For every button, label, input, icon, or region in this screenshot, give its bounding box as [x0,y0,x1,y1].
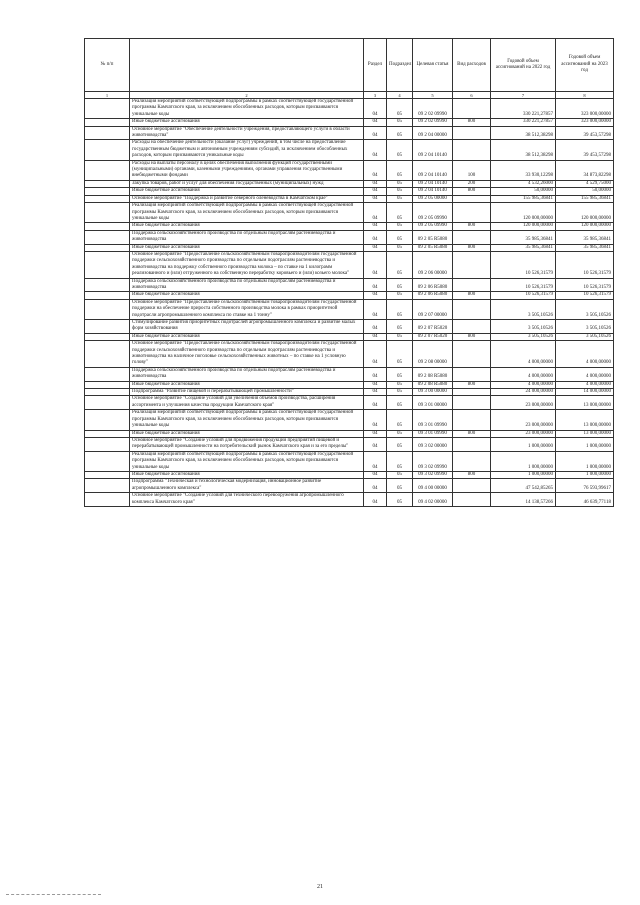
row-tselevaya-statya: 09 2 05 R5080 [413,244,453,251]
row-podrazdel: 05 [387,278,413,292]
table-row [85,126,614,140]
row-podrazdel: 05 [387,195,413,202]
row-amount-2022: 4 000,00000 [491,341,556,368]
row-name: Основное мероприятие "Создание условий для увеличения объемов производства, расширения ассортимента и улучшения качества продукции Камчатского края" [130,396,364,410]
header-2023: Годовой объем ассигнований на 2023 год [556,39,614,92]
row-podrazdel: 05 [387,119,413,126]
table-row [85,389,614,396]
col-number: 5 [413,92,453,99]
row-name: Основное мероприятие "Создание условий для технического перевооружения агропромышленного комплекса Камчатского края" [130,493,364,507]
row-podrazdel: 05 [387,160,413,180]
row-podrazdel: 05 [387,381,413,388]
row-podrazdel: 05 [387,99,413,119]
table-row [85,160,614,180]
header-num: № п/п [85,39,130,92]
row-num [85,126,130,140]
row-amount-2022: 330 221,27857 [491,99,556,119]
row-razdel: 04 [364,493,387,507]
row-podrazdel: 05 [387,389,413,396]
row-podrazdel: 05 [387,251,413,278]
row-name: Иные бюджетные ассигнования [130,471,364,478]
row-tselevaya-statya: 09 2 05 R5080 [413,230,453,244]
row-num [85,160,130,180]
row-razdel: 04 [364,230,387,244]
row-podrazdel: 05 [387,430,413,437]
row-amount-2022: 3 505,10526 [491,299,556,319]
table-row [85,188,614,195]
row-num [85,180,130,187]
row-amount-2023: 4 529,75000 [556,180,614,187]
row-vid-raskhodov [453,99,491,119]
row-name: Реализация мероприятий соответствующей подпрограммы в рамках соответствующей государственной программы Камчатского края, за исключением обособленных расходов, которым присваиваются уникальные коды [130,203,364,223]
table-row [85,320,614,334]
row-amount-2023: 13 000,00000 [556,396,614,410]
row-razdel: 04 [364,451,387,471]
row-amount-2022: 35 985,36841 [491,230,556,244]
row-amount-2023: 4 000,00000 [556,381,614,388]
row-razdel: 04 [364,203,387,223]
row-amount-2022: 3 505,10526 [491,333,556,340]
row-num [85,292,130,299]
row-razdel: 04 [364,119,387,126]
row-podrazdel: 05 [387,333,413,340]
row-name: Подпрограмма "Развитие пищевой и перерабатывающей промышленности" [130,389,364,396]
table-row [85,367,614,381]
row-razdel: 04 [364,341,387,368]
row-podrazdel: 05 [387,451,413,471]
row-razdel: 04 [364,195,387,202]
row-tselevaya-statya: 09 3 01 09990 [413,410,453,430]
row-amount-2022: 23 000,00000 [491,410,556,430]
row-razdel: 04 [364,299,387,319]
row-amount-2022: 14 138,57266 [491,493,556,507]
row-num [85,251,130,278]
col-number: 7 [491,92,556,99]
row-tselevaya-statya: 09 3 02 09990 [413,451,453,471]
row-amount-2023: 35 985,36841 [556,230,614,244]
row-num [85,410,130,430]
row-name: Расходы на обеспечение деятельности (оказание услуг) учреждений, в том числе на предоставление государственным бюджетным и автономным учреждениям субсидий, за исключением обособленных расходов, которым присваиваются уникальные коды [130,140,364,160]
row-tselevaya-statya: 09 3 02 00000 [413,437,453,451]
row-podrazdel: 05 [387,299,413,319]
row-num [85,437,130,451]
row-amount-2023: 155 985,36841 [556,195,614,202]
row-name: Иные бюджетные ассигнования [130,381,364,388]
row-name: Иные бюджетные ассигнования [130,188,364,195]
row-name: Подпрограмма "Техническая и технологическая модернизация, инновационное развитие агропромышленного комплекса" [130,479,364,493]
row-podrazdel: 05 [387,437,413,451]
row-vid-raskhodov: 800 [453,244,491,251]
row-tselevaya-statya: 09 2 05 09990 [413,223,453,230]
table-row [85,479,614,493]
col-number: 4 [387,92,413,99]
row-num [85,471,130,478]
row-podrazdel: 05 [387,396,413,410]
row-razdel: 04 [364,367,387,381]
row-name: Реализация мероприятий соответствующей подпрограммы в рамках соответствующей государственной программы Камчатского края, за исключением обособленных расходов, которым присваиваются уникальные коды [130,451,364,471]
row-num [85,341,130,368]
row-vid-raskhodov [453,320,491,334]
header-podrazdel: Подраздел [387,39,413,92]
header-razdel: Раздел [364,39,387,92]
row-name: Основное мероприятие "Предоставление сельскохозяйственным товаропроизводителям государственной поддержки сельскохозяйственного производства по отдельным подотраслям растениеводства и животноводства на поддержку собственного производства молока – по ставке на 1 килограмм реализованного и (или) отгруженного на собственную переработку коровьего и (или) козьего молока" [130,251,364,278]
col-number: 2 [130,92,364,99]
table-row [85,180,614,187]
row-amount-2023: 35 985,36841 [556,244,614,251]
row-amount-2022: 23 000,00000 [491,430,556,437]
row-name: Иные бюджетные ассигнования [130,333,364,340]
row-num [85,119,130,126]
row-razdel: 04 [364,244,387,251]
table-row [85,223,614,230]
row-podrazdel: 05 [387,230,413,244]
row-name: Стимулирование развития приоритетных подотраслей агропромышленного комплекса и развитие малых форм хозяйствования [130,320,364,334]
row-podrazdel: 05 [387,479,413,493]
row-podrazdel: 05 [387,493,413,507]
budget-table-container [84,38,613,507]
table-row [85,493,614,507]
row-name: Иные бюджетные ассигнования [130,223,364,230]
row-tselevaya-statya: 09 2 08 R5080 [413,381,453,388]
row-vid-raskhodov: 800 [453,119,491,126]
row-razdel: 04 [364,160,387,180]
row-vid-raskhodov [453,396,491,410]
row-num [85,333,130,340]
row-tselevaya-statya: 09 2 04 10140 [413,180,453,187]
table-row [85,471,614,478]
row-razdel: 04 [364,99,387,119]
row-tselevaya-statya: 09 2 05 09990 [413,203,453,223]
row-amount-2023: 10 526,31579 [556,278,614,292]
row-vid-raskhodov [453,251,491,278]
row-amount-2023: 120 000,00000 [556,223,614,230]
table-row [85,119,614,126]
table-row [85,278,614,292]
row-podrazdel: 05 [387,292,413,299]
table-row [85,299,614,319]
row-amount-2022: 3 505,10526 [491,320,556,334]
row-tselevaya-statya: 09 2 02 09990 [413,119,453,126]
row-razdel: 04 [364,126,387,140]
row-razdel: 04 [364,381,387,388]
row-tselevaya-statya: 09 2 04 10140 [413,160,453,180]
row-tselevaya-statya: 09 2 04 10140 [413,140,453,160]
row-amount-2023: 3 505,10526 [556,333,614,340]
row-tselevaya-statya: 09 2 06 R5080 [413,292,453,299]
row-tselevaya-statya: 09 2 02 09990 [413,99,453,119]
row-vid-raskhodov [453,367,491,381]
row-tselevaya-statya: 09 2 07 R5020 [413,333,453,340]
row-name: Поддержка сельскохозяйственного производства по отдельным подотраслям растениеводства и животноводства [130,367,364,381]
row-podrazdel: 05 [387,140,413,160]
column-number-row [85,92,614,99]
row-razdel: 04 [364,188,387,195]
row-razdel: 04 [364,278,387,292]
row-amount-2022: 33 930,12298 [491,160,556,180]
row-vid-raskhodov: 200 [453,180,491,187]
row-podrazdel: 05 [387,203,413,223]
row-podrazdel: 05 [387,244,413,251]
row-name: Иные бюджетные ассигнования [130,244,364,251]
row-vid-raskhodov [453,410,491,430]
row-amount-2022: 330 221,27857 [491,119,556,126]
row-amount-2023: 39 453,57298 [556,126,614,140]
row-num [85,299,130,319]
row-razdel: 04 [364,140,387,160]
row-num [85,278,130,292]
row-razdel: 04 [364,430,387,437]
row-amount-2023: 120 000,00000 [556,203,614,223]
row-vid-raskhodov: 800 [453,188,491,195]
row-vid-raskhodov: 800 [453,381,491,388]
row-vid-raskhodov [453,278,491,292]
row-podrazdel: 05 [387,341,413,368]
row-num [85,230,130,244]
row-amount-2022: 10 526,31579 [491,292,556,299]
row-num [85,195,130,202]
row-razdel: 04 [364,410,387,430]
budget-table [84,38,614,507]
row-podrazdel: 05 [387,320,413,334]
table-row [85,195,614,202]
row-amount-2022: 1 000,00000 [491,471,556,478]
row-amount-2023: 1 000,00000 [556,471,614,478]
row-name: Иные бюджетные ассигнования [130,119,364,126]
row-amount-2023: 10 526,31579 [556,292,614,299]
row-podrazdel: 05 [387,126,413,140]
row-tselevaya-statya: 09 2 08 00000 [413,341,453,368]
row-amount-2023: 323 000,00000 [556,119,614,126]
row-razdel: 04 [364,251,387,278]
col-number: 6 [453,92,491,99]
row-tselevaya-statya: 09 3 01 09990 [413,430,453,437]
row-vid-raskhodov [453,299,491,319]
row-amount-2022: 4 000,00000 [491,367,556,381]
row-name: Основное мероприятие "Поддержка и развитие северного оленеводства в Камчатском крае" [130,195,364,202]
header-vid: Вид расходов [453,39,491,92]
row-name: Иные бюджетные ассигнования [130,430,364,437]
row-amount-2022: 23 000,00000 [491,396,556,410]
table-row [85,292,614,299]
row-amount-2023: 34 873,82298 [556,160,614,180]
row-amount-2023: 13 000,00000 [556,430,614,437]
row-razdel: 04 [364,479,387,493]
row-name: Реализация мероприятий соответствующей подпрограммы в рамках соответствующей государственной программы Камчатского края, за исключением обособленных расходов, которым присваиваются уникальные коды [130,99,364,119]
row-amount-2023: 76 593,99617 [556,479,614,493]
row-amount-2023: 3 505,10526 [556,320,614,334]
row-num [85,223,130,230]
row-vid-raskhodov [453,437,491,451]
row-amount-2023: 1 000,00000 [556,437,614,451]
row-vid-raskhodov: 800 [453,223,491,230]
row-tselevaya-statya: 09 3 00 00000 [413,389,453,396]
row-tselevaya-statya: 09 4 02 00000 [413,493,453,507]
row-podrazdel: 05 [387,367,413,381]
row-podrazdel: 05 [387,471,413,478]
row-amount-2022: 155 985,36841 [491,195,556,202]
row-razdel: 04 [364,471,387,478]
table-row [85,396,614,410]
row-amount-2023: 323 000,00000 [556,99,614,119]
row-tselevaya-statya: 09 2 05 00000 [413,195,453,202]
row-num [85,140,130,160]
row-amount-2022: 35 985,36841 [491,244,556,251]
col-number: 1 [85,92,130,99]
row-razdel: 04 [364,292,387,299]
row-vid-raskhodov [453,230,491,244]
row-tselevaya-statya: 09 4 00 00000 [413,479,453,493]
row-vid-raskhodov [453,195,491,202]
row-podrazdel: 05 [387,410,413,430]
row-num [85,244,130,251]
row-tselevaya-statya: 09 2 04 10140 [413,188,453,195]
row-podrazdel: 05 [387,180,413,187]
row-vid-raskhodov [453,341,491,368]
col-number: 8 [556,92,614,99]
row-name: Расходы на выплаты персоналу в целях обеспечения выполнения функций государственными (муниципальными) органами, казенными учреждениями, органами управления государственными внебюджетными фондами [130,160,364,180]
row-tselevaya-statya: 09 2 06 00000 [413,251,453,278]
row-num [85,367,130,381]
row-vid-raskhodov: 800 [453,333,491,340]
row-amount-2022: 120 000,00000 [491,203,556,223]
row-amount-2022: 24 000,00000 [491,389,556,396]
row-amount-2023: 13 000,00000 [556,410,614,430]
row-num [85,203,130,223]
row-razdel: 04 [364,389,387,396]
row-vid-raskhodov: 800 [453,430,491,437]
row-num [85,320,130,334]
row-amount-2022: 4 000,00000 [491,381,556,388]
row-vid-raskhodov [453,203,491,223]
table-row [85,410,614,430]
row-amount-2023: 4 000,00000 [556,341,614,368]
row-num [85,381,130,388]
row-amount-2022: 50,00000 [491,188,556,195]
row-amount-2022: 47 542,85265 [491,479,556,493]
table-row [85,140,614,160]
header-row [85,39,614,92]
row-amount-2022: 1 000,00000 [491,437,556,451]
col-number: 3 [364,92,387,99]
row-name: Основное мероприятие "Обеспечение деятельности учреждения, предоставляющего услуги в области животноводства" [130,126,364,140]
row-name: Закупка товаров, работ и услуг для обеспечения государственных (муниципальных) нужд [130,180,364,187]
row-amount-2022: 120 000,00000 [491,223,556,230]
budget-table-body [85,99,614,507]
row-name: Основное мероприятие "Предоставление сельскохозяйственным товаропроизводителям государственной поддержки на обеспечение прироста собственного производства молока в рамках приоритетной подотрасли агропромышленного комплекса по ставке на 1 тонну" [130,299,364,319]
row-amount-2023: 14 000,00000 [556,389,614,396]
row-razdel: 04 [364,320,387,334]
page-number: 21 [317,884,323,890]
row-amount-2023: 1 000,00000 [556,451,614,471]
row-name: Поддержка сельскохозяйственного производства по отдельным подотраслям растениеводства и животноводства [130,278,364,292]
row-amount-2022: 38 512,38298 [491,140,556,160]
row-vid-raskhodov: 100 [453,160,491,180]
row-amount-2023: 46 639,77118 [556,493,614,507]
row-amount-2023: 39 453,57298 [556,140,614,160]
row-razdel: 04 [364,396,387,410]
row-amount-2023: 10 526,31579 [556,251,614,278]
row-num [85,451,130,471]
table-row [85,251,614,278]
row-num [85,396,130,410]
row-amount-2023: 3 505,10526 [556,299,614,319]
table-row [85,381,614,388]
row-vid-raskhodov: 800 [453,471,491,478]
row-name: Основное мероприятие "Предоставление сельскохозяйственным товаропроизводителям государственной поддержки сельскохозяйственного производства по отдельным подотраслям растениеводства и животноводства на наличное поголовье сельскохозяйственных животных – по ставке на 1 условную голову" [130,341,364,368]
row-tselevaya-statya: 09 2 08 R5080 [413,367,453,381]
row-vid-raskhodov [453,479,491,493]
row-name: Основное мероприятие "Создание условий для продвижения продукции предприятий пищевой и перерабатывающей промышленности на потребительский рынок Камчатского края и за его пределы" [130,437,364,451]
row-vid-raskhodov [453,140,491,160]
row-vid-raskhodov: 800 [453,292,491,299]
header-tselevaya: Целевая статья [413,39,453,92]
row-num [85,389,130,396]
table-row [85,437,614,451]
row-amount-2022: 1 000,00000 [491,451,556,471]
table-row [85,341,614,368]
row-amount-2022: 10 526,31579 [491,251,556,278]
row-num [85,188,130,195]
table-row [85,230,614,244]
row-name: Иные бюджетные ассигнования [130,292,364,299]
row-vid-raskhodov [453,451,491,471]
footer-dashed-line [6,894,101,895]
header-2022: Годовой объем ассигнований на 2022 год [491,39,556,92]
table-row [85,244,614,251]
row-razdel: 04 [364,333,387,340]
row-num [85,493,130,507]
row-num [85,479,130,493]
table-row [85,203,614,223]
row-razdel: 04 [364,180,387,187]
row-vid-raskhodov [453,126,491,140]
row-vid-raskhodov [453,493,491,507]
row-razdel: 04 [364,437,387,451]
row-tselevaya-statya: 09 2 06 R5080 [413,278,453,292]
row-name: Реализация мероприятий соответствующей подпрограммы в рамках соответствующей государственной программы Камчатского края, за исключением обособленных расходов, которым присваиваются уникальные коды [130,410,364,430]
row-tselevaya-statya: 09 2 04 00000 [413,126,453,140]
row-podrazdel: 05 [387,223,413,230]
row-name: Поддержка сельскохозяйственного производства по отдельным подотраслям растениеводства и животноводства [130,230,364,244]
row-num [85,430,130,437]
header-name [130,39,364,92]
row-amount-2022: 38 512,38298 [491,126,556,140]
table-row [85,451,614,471]
table-row [85,99,614,119]
row-amount-2023: 50,00000 [556,188,614,195]
row-tselevaya-statya: 09 2 07 R5020 [413,320,453,334]
row-tselevaya-statya: 09 3 02 09990 [413,471,453,478]
table-row [85,333,614,340]
row-vid-raskhodov [453,389,491,396]
row-amount-2022: 10 526,31579 [491,278,556,292]
row-amount-2023: 4 000,00000 [556,367,614,381]
row-tselevaya-statya: 09 3 01 00000 [413,396,453,410]
row-amount-2022: 4 532,26000 [491,180,556,187]
row-num [85,99,130,119]
row-tselevaya-statya: 09 2 07 00000 [413,299,453,319]
table-row [85,430,614,437]
row-razdel: 04 [364,223,387,230]
row-podrazdel: 05 [387,188,413,195]
